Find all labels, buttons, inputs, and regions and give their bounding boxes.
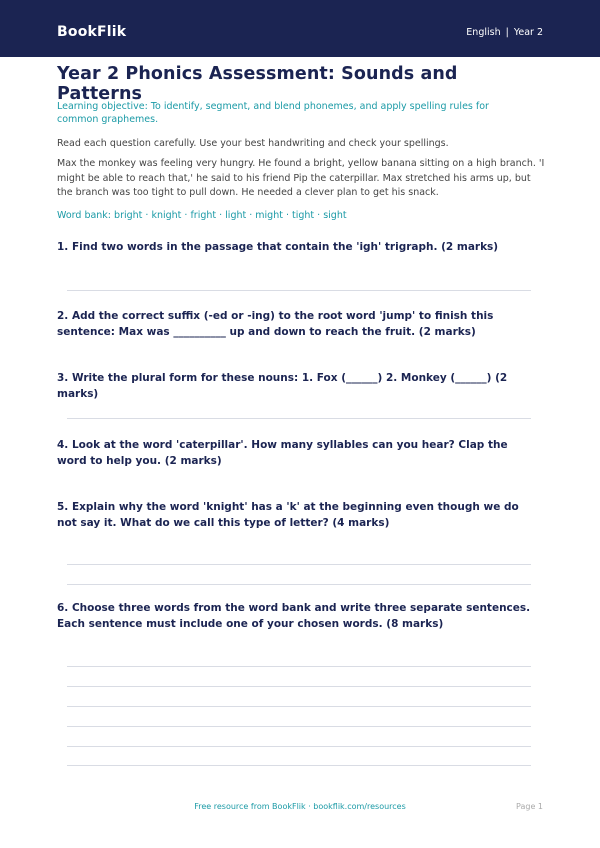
reading-passage: Max the monkey was feeling very hungry. He found a bright, yellow banana sitting on a high branch. 'I might be able to reach that,' he said to his friend Pip the caterpillar. Max stretched his arms up, but the branch was too tight to pull down. He needed a clever plan to get his snack.	[57, 158, 545, 198]
answer-line[interactable]	[67, 726, 531, 727]
answer-line[interactable]	[67, 418, 531, 419]
answer-line[interactable]	[67, 686, 531, 687]
answer-line[interactable]	[67, 765, 531, 766]
word-bank: Word bank: bright · knight · fright · light · might · tight · sight	[57, 210, 347, 221]
page-number: Page 1	[516, 802, 543, 811]
answer-line[interactable]	[67, 290, 531, 291]
instructions: Read each question carefully. Use your best handwriting and check your spellings.	[57, 138, 449, 149]
question-5: 5. Explain why the word 'knight' has a 'k' at the beginning even though we do not say it. What do we call this type of letter? (4 marks)	[57, 501, 519, 529]
learning-objective: Learning objective: To identify, segment, and blend phonemes, and apply spelling rules for common graphemes.	[57, 101, 489, 125]
header-meta	[466, 27, 543, 38]
page-title: Year 2 Phonics Assessment: Sounds and Patterns	[57, 64, 458, 104]
question-4: 4. Look at the word 'caterpillar'. How many syllables can you hear? Clap the word to help you. (2 marks)	[57, 439, 508, 467]
question-1: 1. Find two words in the passage that contain the 'igh' trigraph. (2 marks)	[57, 241, 499, 253]
answer-line[interactable]	[67, 746, 531, 747]
page-header	[0, 0, 600, 57]
answer-line[interactable]	[67, 564, 531, 565]
header-separator: |	[505, 27, 509, 38]
footer-text[interactable]: Free resource from BookFlik · bookflik.com/resources	[194, 802, 406, 811]
question-6: 6. Choose three words from the word bank and write three separate sentences. Each sentence must include one of your chosen words. (8 marks)	[57, 602, 531, 630]
question-3: 3. Write the plural form for these nouns: 1. Fox (______) 2. Monkey (______) (2 marks)	[57, 372, 508, 400]
answer-line[interactable]	[67, 584, 531, 585]
year-label: Year 2	[513, 27, 543, 38]
answer-line[interactable]	[67, 666, 531, 667]
subject-label: English	[466, 27, 501, 38]
brand-logo[interactable]: BookFlik	[57, 24, 127, 40]
question-2: 2. Add the correct suffix (-ed or -ing) to the root word 'jump' to finish this sentence: Max was __________ up and down to reach the fruit. (2 marks)	[57, 310, 494, 338]
answer-line[interactable]	[67, 706, 531, 707]
